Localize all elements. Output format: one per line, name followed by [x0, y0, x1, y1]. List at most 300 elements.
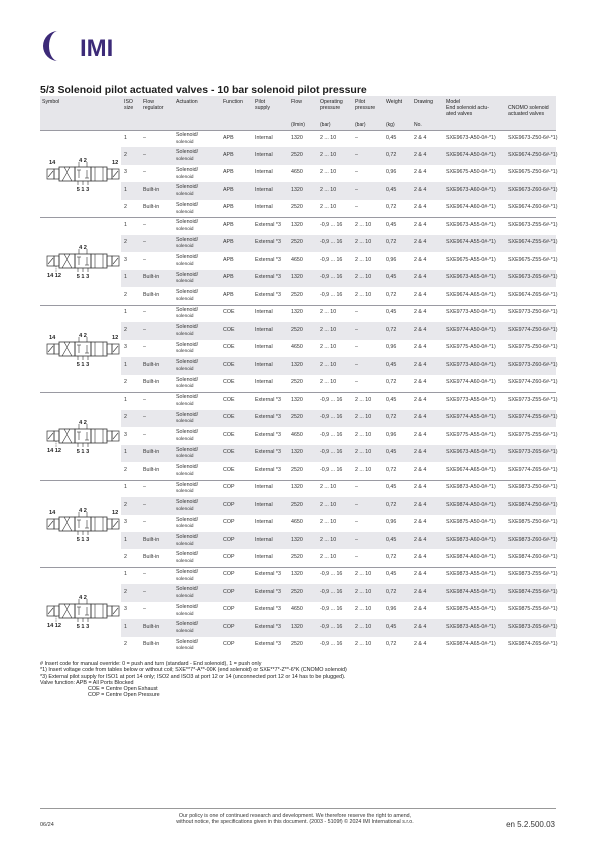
cell-reg: –: [143, 134, 146, 141]
cell-cnomo: SXE9673-Z55-6#-*1): [508, 221, 558, 228]
cell-flow: 2520: [291, 414, 303, 421]
cell-func: COP: [223, 641, 235, 648]
cell-sup: External *3: [255, 431, 281, 438]
cell-kg: 0,72: [386, 553, 397, 560]
cell-cnomo: SXE9673-Z65-6#-*1): [508, 274, 558, 281]
cell-iso: 2: [124, 204, 127, 211]
cell-op: 2 ... 10: [320, 309, 337, 316]
header-function: Function: [223, 99, 243, 105]
cell-sup: External *3: [255, 606, 281, 613]
cell-iso: 2: [124, 239, 127, 246]
cell-kg: 0,72: [386, 466, 397, 473]
cell-reg: Built-in: [143, 379, 160, 386]
cell-pp: 2 ... 10: [355, 641, 372, 648]
cell-kg: 0,96: [386, 344, 397, 351]
cell-func: COE: [223, 326, 235, 333]
cell-iso: 2: [124, 326, 127, 333]
port-label: 12: [112, 334, 119, 341]
group-divider: [40, 392, 556, 393]
cell-op: -0,9 ... 16: [320, 274, 343, 281]
cell-reg: –: [143, 169, 146, 176]
cell-sup: External *3: [255, 239, 281, 246]
cell-iso: 2: [124, 151, 127, 158]
cell-func: COP: [223, 501, 235, 508]
cell-op: 2 ... 10: [320, 379, 337, 386]
cell-func: COE: [223, 414, 235, 421]
cell-act: Solenoid/ solenoid: [176, 376, 199, 389]
cell-pp: –: [355, 536, 358, 543]
cell-op: -0,9 ... 16: [320, 623, 343, 630]
cell-drw: 2 & 4: [414, 536, 427, 543]
cell-flow: 2520: [291, 326, 303, 333]
cell-cnomo: SXE9773-Z55-6#-*1): [508, 396, 558, 403]
cell-func: APB: [223, 134, 234, 141]
cell-end: SXE9774-A55-0#-*1): [446, 414, 496, 421]
cell-flow: 2520: [291, 379, 303, 386]
cell-flow: 2520: [291, 291, 303, 298]
cell-func: COP: [223, 519, 235, 526]
group-divider: [40, 130, 556, 131]
cell-reg: Built-in: [143, 641, 160, 648]
cell-func: COE: [223, 344, 235, 351]
cell-sup: Internal: [255, 151, 273, 158]
header-flow-regulator: Flow regulator: [143, 99, 164, 112]
valves-table: [40, 96, 556, 654]
cell-reg: –: [143, 431, 146, 438]
cell-sup: Internal: [255, 501, 273, 508]
cell-iso: 2: [124, 588, 127, 595]
cell-op: -0,9 ... 16: [320, 588, 343, 595]
valve-group: [40, 480, 556, 567]
cell-iso: 1: [124, 274, 127, 281]
cell-end: SXE9773-A50-0#-*1): [446, 309, 496, 316]
cell-reg: Built-in: [143, 291, 160, 298]
cell-pp: 2 ... 10: [355, 221, 372, 228]
port-label: 12: [112, 509, 119, 516]
cell-kg: 0,45: [386, 134, 397, 141]
cell-op: -0,9 ... 16: [320, 291, 343, 298]
cell-op: 2 ... 10: [320, 536, 337, 543]
cell-pp: 2 ... 10: [355, 449, 372, 456]
cell-kg: 0,96: [386, 431, 397, 438]
cell-op: -0,9 ... 16: [320, 466, 343, 473]
cell-sup: Internal: [255, 169, 273, 176]
cell-kg: 0,72: [386, 588, 397, 595]
cell-flow: 1320: [291, 361, 303, 368]
cell-act: Solenoid/ solenoid: [176, 446, 199, 459]
cell-drw: 2 & 4: [414, 274, 427, 281]
cell-reg: Built-in: [143, 361, 160, 368]
cell-act: Solenoid/ solenoid: [176, 481, 199, 494]
cell-cnomo: SXE9873-Z55-6#-*1): [508, 571, 558, 578]
cell-end: SXE9774-A50-0#-*1): [446, 326, 496, 333]
cell-act: Solenoid/ solenoid: [176, 603, 199, 616]
cell-end: SXE9773-A55-0#-*1): [446, 396, 496, 403]
cell-cnomo: SXE9673-Z60-6#-*1): [508, 186, 558, 193]
cell-iso: 3: [124, 431, 127, 438]
unit-drawing: No.: [414, 122, 422, 128]
cell-cnomo: SXE9875-Z50-6#-*1): [508, 519, 558, 526]
cell-act: Solenoid/ solenoid: [176, 534, 199, 546]
valve-symbol: [46, 331, 122, 367]
footer-disclaimer: Our policy is one of continued research and development. We therefore reserve the right to amend, without notice, the specifications given in this document. (2003 - 5109f) © 2024 IMI International s.r.o.: [176, 813, 414, 826]
cell-iso: 3: [124, 169, 127, 176]
cell-reg: –: [143, 221, 146, 228]
port-label: 5 1 3: [76, 449, 90, 455]
cell-reg: –: [143, 519, 146, 526]
unit-pilot-pressure: (bar): [355, 122, 366, 128]
cell-act: Solenoid/ solenoid: [176, 568, 199, 581]
cell-end: SXE9874-A55-0#-*1): [446, 588, 496, 595]
cell-reg: –: [143, 588, 146, 595]
cell-end: SXE9773-A60-0#-*1): [446, 361, 496, 368]
cell-iso: 2: [124, 553, 127, 560]
valve-symbol: [46, 418, 122, 454]
cell-cnomo: SXE9873-Z50-6#-*1): [508, 484, 558, 491]
cell-act: Solenoid/ solenoid: [176, 184, 199, 197]
cell-flow: 1320: [291, 623, 303, 630]
cell-func: APB: [223, 291, 234, 298]
unit-weight: (kg): [386, 122, 395, 128]
cell-reg: –: [143, 309, 146, 316]
cell-kg: 0,45: [386, 484, 397, 491]
header-cnomo: CNOMO solenoid actuated valves: [508, 105, 549, 118]
page-title: 5/3 Solenoid pilot actuated valves - 10 bar solenoid pilot pressure: [40, 84, 367, 96]
cell-sup: Internal: [255, 204, 273, 211]
cell-reg: Built-in: [143, 536, 160, 543]
header-iso: ISO size: [124, 99, 134, 112]
logo-text: IMI: [80, 35, 114, 62]
port-label: 14 12: [47, 273, 61, 280]
cell-act: Solenoid/ solenoid: [176, 464, 199, 476]
note-line: COP = Centre Open Pressure: [88, 692, 160, 699]
cell-flow: 1320: [291, 186, 303, 193]
valve-group: [40, 305, 556, 392]
cell-act: Solenoid/ solenoid: [176, 306, 199, 319]
cell-end: SXE9675-A55-0#-*1): [446, 256, 496, 263]
cell-flow: 1320: [291, 396, 303, 403]
cell-pp: 2 ... 10: [355, 291, 372, 298]
cell-drw: 2 & 4: [414, 571, 427, 578]
cell-flow: 4650: [291, 169, 303, 176]
note-line: # Insert code for manual override: 0 = push and turn (standard - End solenoid), 1 = push only: [40, 661, 262, 667]
cell-sup: External *3: [255, 414, 281, 421]
cell-drw: 2 & 4: [414, 204, 427, 211]
cell-op: 2 ... 10: [320, 204, 337, 211]
cell-iso: 2: [124, 414, 127, 421]
cell-sup: External *3: [255, 221, 281, 228]
cell-cnomo: SXE9775-Z55-6#-*1): [508, 431, 558, 438]
cell-reg: –: [143, 396, 146, 403]
cell-pp: –: [355, 344, 358, 351]
cell-act: Solenoid/ solenoid: [176, 429, 199, 441]
cell-kg: 0,45: [386, 571, 397, 578]
note-line: *3) External pilot supply for ISO1 at port 14 only; ISO2 and ISO3 at port 12 or 14 (unconnected port 12 or 14 has to be plugged).: [40, 673, 346, 680]
cell-end: SXE9673-A55-0#-*1): [446, 221, 496, 228]
cell-op: 2 ... 10: [320, 169, 337, 176]
cell-func: COP: [223, 623, 235, 630]
cell-kg: 0,72: [386, 291, 397, 298]
valve-group: [40, 567, 556, 654]
cell-func: COP: [223, 588, 235, 595]
cell-kg: 0,72: [386, 641, 397, 648]
cell-op: -0,9 ... 16: [320, 571, 343, 578]
cell-func: COE: [223, 309, 235, 316]
header-pilot-supply: Pilot supply: [255, 99, 270, 112]
cell-op: 2 ... 10: [320, 151, 337, 158]
cell-reg: Built-in: [143, 466, 160, 473]
port-label: 5 1 3: [76, 187, 90, 192]
cell-func: COP: [223, 571, 235, 578]
cell-cnomo: SXE9873-Z65-6#-*1): [508, 623, 558, 630]
cell-op: -0,9 ... 16: [320, 239, 343, 246]
unit-flow: (l/min): [291, 122, 305, 128]
cell-drw: 2 & 4: [414, 256, 427, 263]
cell-iso: 1: [124, 571, 127, 578]
cell-pp: –: [355, 519, 358, 526]
cell-flow: 4650: [291, 256, 303, 263]
cell-sup: Internal: [255, 379, 273, 386]
cell-end: SXE9875-A50-0#-*1): [446, 519, 496, 526]
cell-func: APB: [223, 274, 234, 281]
footer-date: 06/24: [40, 822, 54, 828]
cell-flow: 4650: [291, 606, 303, 613]
cell-op: -0,9 ... 16: [320, 449, 343, 456]
cell-drw: 2 & 4: [414, 396, 427, 403]
cell-reg: Built-in: [143, 186, 160, 193]
cell-cnomo: SXE9773-Z50-6#-*1): [508, 309, 558, 316]
cell-act: Solenoid/ solenoid: [176, 516, 199, 529]
cell-end: SXE9873-A60-0#-*1): [446, 536, 496, 543]
cell-op: -0,9 ... 16: [320, 431, 343, 438]
cell-act: Solenoid/ solenoid: [176, 359, 199, 371]
cell-op: 2 ... 10: [320, 501, 337, 508]
group-divider: [40, 305, 556, 306]
cell-end: SXE9674-A65-0#-*1): [446, 466, 496, 473]
port-label: 4 2: [79, 420, 87, 427]
cell-cnomo: SXE9774-Z65-6#-*1): [508, 466, 558, 473]
cell-end: SXE9673-A50-0#-*1): [446, 134, 496, 141]
imi-logo: [40, 28, 170, 64]
cell-act: Solenoid/ solenoid: [176, 271, 199, 284]
cell-pp: 2 ... 10: [355, 256, 372, 263]
cell-func: COE: [223, 449, 235, 456]
cell-iso: 1: [124, 186, 127, 193]
cell-kg: 0,45: [386, 396, 397, 403]
group-divider: [40, 480, 556, 481]
cell-kg: 0,96: [386, 256, 397, 263]
cell-kg: 0,96: [386, 606, 397, 613]
port-label: 4 2: [79, 158, 87, 164]
cell-end: SXE9674-A50-0#-*1): [446, 151, 496, 158]
header-symbol: Symbol: [42, 99, 60, 105]
group-divider: [40, 217, 556, 218]
cell-reg: –: [143, 326, 146, 333]
port-label: 5 1 3: [76, 623, 90, 629]
cell-drw: 2 & 4: [414, 169, 427, 176]
cell-drw: 2 & 4: [414, 484, 427, 491]
cell-sup: External *3: [255, 588, 281, 595]
cell-sup: Internal: [255, 484, 273, 491]
cell-cnomo: SXE9674-Z55-6#-*1): [508, 239, 558, 246]
cell-sup: Internal: [255, 309, 273, 316]
footnotes: [40, 661, 347, 699]
header-weight: Weight: [386, 99, 403, 105]
cell-op: 2 ... 10: [320, 361, 337, 368]
cell-kg: 0,72: [386, 326, 397, 333]
cell-iso: 1: [124, 623, 127, 630]
cell-kg: 0,45: [386, 361, 397, 368]
cell-cnomo: SXE9674-Z50-6#-*1): [508, 151, 558, 158]
cell-flow: 1320: [291, 449, 303, 456]
cell-op: 2 ... 10: [320, 484, 337, 491]
cell-cnomo: SXE9774-Z50-6#-*1): [508, 326, 558, 333]
cell-drw: 2 & 4: [414, 588, 427, 595]
cell-kg: 0,96: [386, 519, 397, 526]
cell-sup: Internal: [255, 536, 273, 543]
cell-drw: 2 & 4: [414, 309, 427, 316]
cell-func: COP: [223, 606, 235, 613]
cell-drw: 2 & 4: [414, 151, 427, 158]
cell-func: APB: [223, 151, 234, 158]
cell-pp: 2 ... 10: [355, 431, 372, 438]
cell-end: SXE9673-A65-0#-*1): [446, 449, 496, 456]
cell-kg: 0,72: [386, 151, 397, 158]
cell-act: Solenoid/ solenoid: [176, 499, 199, 511]
cell-op: 2 ... 10: [320, 134, 337, 141]
cell-cnomo: SXE9674-Z65-6#-*1): [508, 291, 558, 298]
cell-end: SXE9874-A65-0#-*1): [446, 641, 496, 648]
cell-sup: Internal: [255, 344, 273, 351]
cell-func: COP: [223, 484, 235, 491]
cell-flow: 2520: [291, 588, 303, 595]
cell-pp: –: [355, 361, 358, 368]
cell-func: COE: [223, 396, 235, 403]
cell-kg: 0,45: [386, 274, 397, 281]
cell-op: 2 ... 10: [320, 186, 337, 193]
cell-act: Solenoid/ solenoid: [176, 394, 199, 406]
valve-group: [40, 217, 556, 304]
cell-iso: 3: [124, 606, 127, 613]
cell-kg: 0,45: [386, 221, 397, 228]
port-label: 12: [112, 160, 119, 166]
cell-sup: External *3: [255, 641, 281, 648]
cell-sup: External *3: [255, 274, 281, 281]
cell-drw: 2 & 4: [414, 186, 427, 193]
cell-act: Solenoid/ solenoid: [176, 254, 199, 266]
cell-pp: –: [355, 169, 358, 176]
cell-reg: Built-in: [143, 204, 160, 211]
cell-kg: 0,96: [386, 169, 397, 176]
cell-iso: 1: [124, 536, 127, 543]
cell-sup: External *3: [255, 449, 281, 456]
cell-flow: 2520: [291, 466, 303, 473]
cell-func: APB: [223, 256, 234, 263]
cell-iso: 2: [124, 291, 127, 298]
cell-iso: 1: [124, 484, 127, 491]
cell-pp: –: [355, 484, 358, 491]
cell-act: Solenoid/ solenoid: [176, 166, 199, 179]
cell-func: APB: [223, 221, 234, 228]
cell-iso: 2: [124, 501, 127, 508]
cell-kg: 0,72: [386, 414, 397, 421]
cell-iso: 2: [124, 466, 127, 473]
cell-reg: –: [143, 151, 146, 158]
cell-end: SXE9674-A65-0#-*1): [446, 291, 496, 298]
cell-pp: 2 ... 10: [355, 239, 372, 246]
cell-iso: 3: [124, 344, 127, 351]
cell-cnomo: SXE9874-Z60-6#-*1): [508, 553, 558, 560]
cell-cnomo: SXE9673-Z50-6#-*1): [508, 134, 558, 141]
cell-op: 2 ... 10: [320, 344, 337, 351]
port-label: 14: [49, 509, 56, 516]
valve-symbol: [46, 593, 122, 629]
cell-cnomo: SXE9773-Z60-6#-*1): [508, 361, 558, 368]
cell-reg: Built-in: [143, 274, 160, 281]
cell-iso: 1: [124, 134, 127, 141]
footer-document-code: en 5.2.500.03: [506, 820, 555, 829]
cell-end: SXE9873-A65-0#-*1): [446, 623, 496, 630]
cell-pp: 2 ... 10: [355, 414, 372, 421]
port-label: 5 1 3: [76, 536, 90, 542]
cell-reg: –: [143, 414, 146, 421]
cell-flow: 1320: [291, 221, 303, 228]
cell-pp: 2 ... 10: [355, 274, 372, 281]
cell-pp: 2 ... 10: [355, 588, 372, 595]
cell-op: -0,9 ... 16: [320, 414, 343, 421]
cell-kg: 0,72: [386, 239, 397, 246]
cell-cnomo: SXE9674-Z60-6#-*1): [508, 204, 558, 211]
cell-pp: –: [355, 326, 358, 333]
cell-end: SXE9874-A50-0#-*1): [446, 501, 496, 508]
cell-reg: Built-in: [143, 553, 160, 560]
cell-op: 2 ... 10: [320, 326, 337, 333]
note-line: *1) Insert voltage code from tables below or without coil; SXE**7*-A**-00K (end solenoid) or SXE**7*-Z**-6*K (CNOMO solenoid): [40, 667, 347, 674]
cell-reg: –: [143, 239, 146, 246]
cell-iso: 1: [124, 309, 127, 316]
port-label: 14 12: [47, 448, 61, 455]
cell-cnomo: SXE9874-Z50-6#-*1): [508, 501, 558, 508]
cell-reg: –: [143, 606, 146, 613]
cell-pp: 2 ... 10: [355, 571, 372, 578]
cell-sup: Internal: [255, 553, 273, 560]
cell-func: COP: [223, 536, 235, 543]
cell-flow: 1320: [291, 274, 303, 281]
cell-drw: 2 & 4: [414, 239, 427, 246]
table-header: [40, 96, 556, 130]
cell-sup: External *3: [255, 623, 281, 630]
cell-func: COE: [223, 361, 235, 368]
cell-cnomo: SXE9874-Z65-6#-*1): [508, 641, 558, 648]
cell-flow: 1320: [291, 134, 303, 141]
cell-act: Solenoid/ solenoid: [176, 324, 199, 336]
cell-func: APB: [223, 204, 234, 211]
cell-drw: 2 & 4: [414, 379, 427, 386]
cell-iso: 1: [124, 396, 127, 403]
cell-flow: 2520: [291, 204, 303, 211]
valve-symbol: [46, 243, 122, 279]
cell-pp: –: [355, 309, 358, 316]
cell-end: SXE9775-A55-0#-*1): [446, 431, 496, 438]
header-operating-pressure: Operating pressure: [320, 99, 343, 112]
port-label: 4 2: [79, 332, 87, 339]
cell-kg: 0,45: [386, 449, 397, 456]
cell-drw: 2 & 4: [414, 344, 427, 351]
cell-end: SXE9673-A65-0#-*1): [446, 274, 496, 281]
cell-iso: 2: [124, 641, 127, 648]
cell-cnomo: SXE9874-Z55-6#-*1): [508, 588, 558, 595]
cell-func: COE: [223, 431, 235, 438]
